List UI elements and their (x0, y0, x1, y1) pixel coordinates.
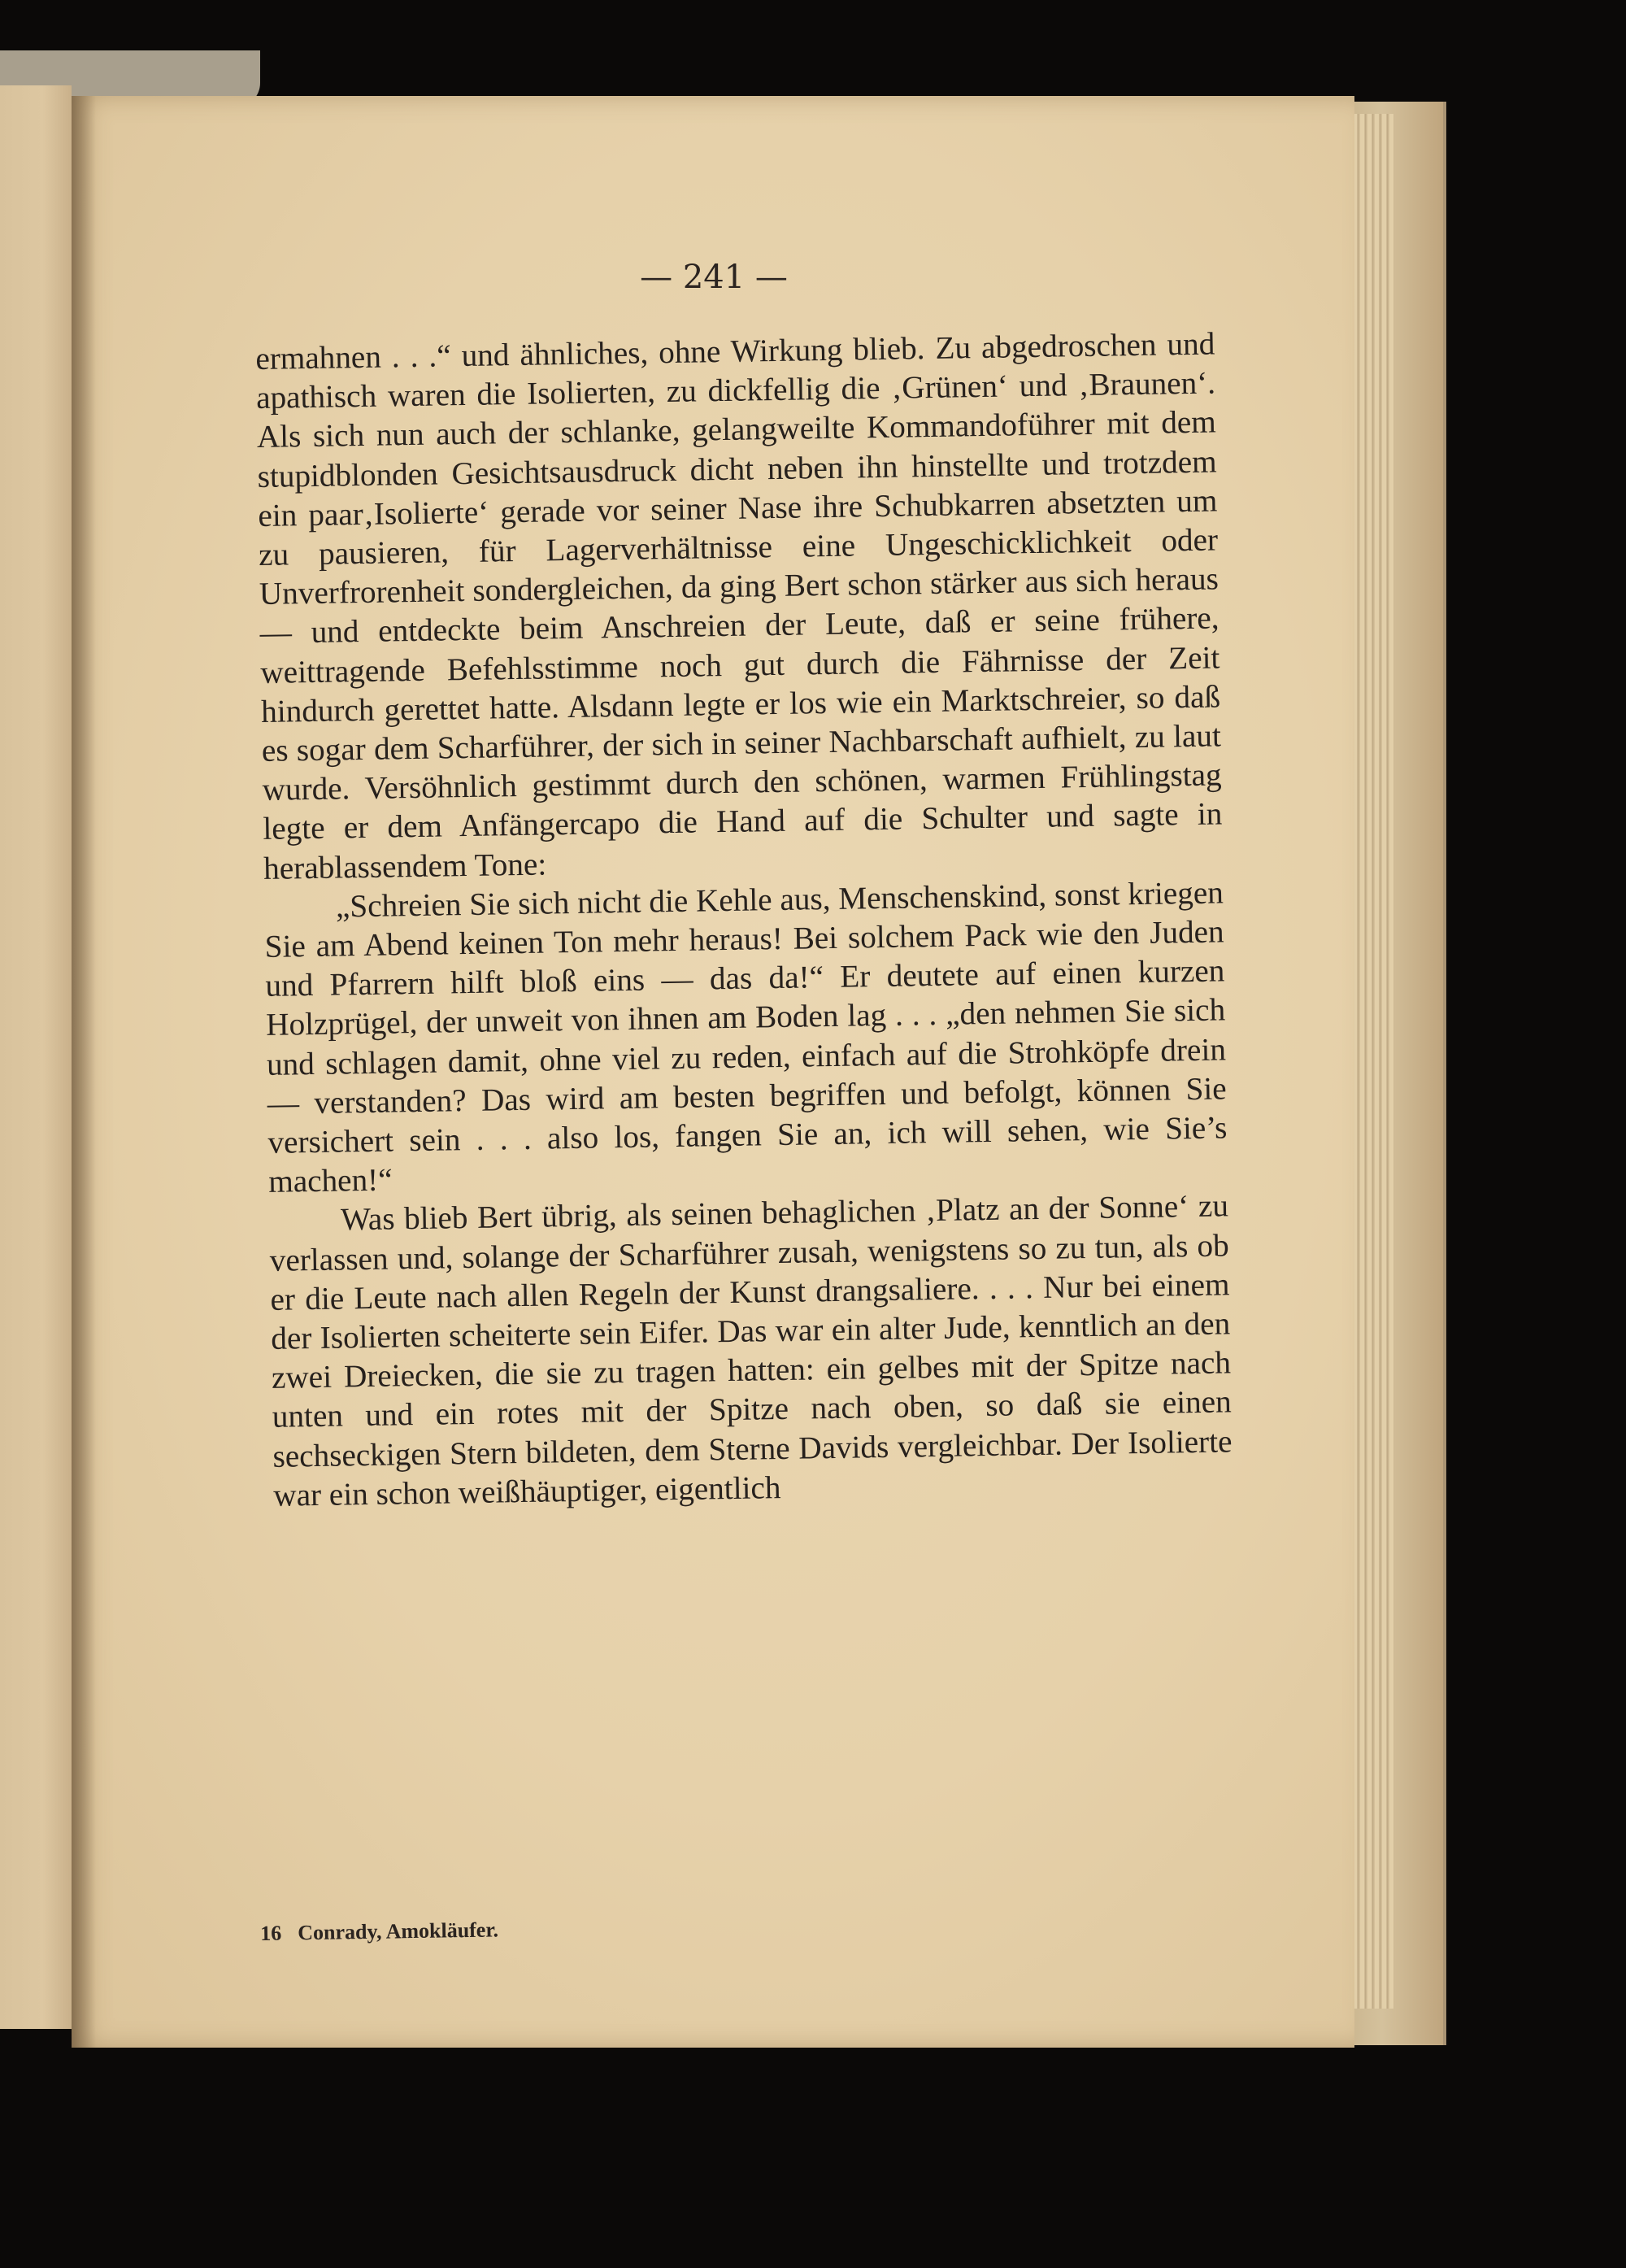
paragraph-2: „Schreien Sie sich nicht die Kehle aus, Menschenskind, sonst kriegen Sie am Abend keinen Ton mehr heraus! Bei solchem Pack wie den Juden und Pfarrern hilft bloß eins — das da!“ Er deutete auf einen kurzen Holzprügel, der unweit von ihnen am Boden lag . . . „den nehmen Sie sich und schlagen damit, ohne viel zu reden, einfach auf die Strohköpfe drein — verstanden? Das wird am besten begriffen und befolgt, können Sie versichert sein . . . also los, fangen Sie an, ich will sehen, wie Sie’s machen!“ (264, 875, 1228, 1200)
body-text (255, 324, 1233, 1515)
left-facing-page (0, 85, 72, 2029)
imprint-line: Conrady, Amokläufer. (297, 1918, 499, 1945)
page-gutter-shadow (72, 96, 96, 2048)
page-number: — 241 — (640, 259, 788, 296)
paragraph-3: Was blieb Bert übrig, als seinen behaglichen ‚Platz an der Sonne‘ zu verlassen und, solange der Scharführer zusah, wenigstens so zu tun, als ob er die Leute nach allen Regeln der Kunst drangsaliere. . . . Nur bei einem der Isolierten scheiterte sein Eifer. Das war ein alter Jude, kenntlich an den zwei Dreiecken, die sie zu tragen hatten: ein gelbes mit der Spitze nach unten und ein rotes mit der Spitze nach oben, so daß sie einen sechseckigen Stern bildeten, dem Sterne Davids vergleichbar. Der Isolierte war ein schon weißhäuptiger, eigentlich (269, 1188, 1233, 1513)
book-page (72, 96, 1354, 2048)
signature-mark: 16 (260, 1921, 282, 1945)
paragraph-1: ermahnen . . .“ und ähnliches, ohne Wirkung blieb. Zu abgedroschen und apathisch waren die Isolierten, zu dickfellig die ‚Grünen‘ und ‚Braunen‘. Als sich nun auch der schlanke, gelangweilte Kommandoführer mit dem stupidblonden Gesichtsausdruck dicht neben ihn hinstellte und trotzdem ein paar‚Isolierte‘ gerade vor seiner Nase ihre Schubkarren absetzten um zu pausieren, für Lagerverhältnisse eine Ungeschicklichkeit oder Unverfrorenheit sondergleichen, da ging Bert schon stärker aus sich heraus — und entdeckte beim Anschreien der Leute, daß er seine frühere, weittragende Befehlsstimme noch gut durch die Fährnisse der Zeit hindurch gerettet hatte. Alsdann legte er los wie ein Marktschreier, so daß es sogar dem Scharführer, der sich in seiner Nachbarschaft aufhielt, zu laut wurde. Versöhnlich gestimmt durch den schönen, warmen Frühlingstag legte er dem Anfängercapo die Hand auf die Schulter und sagte in herablassendem Tone: (255, 326, 1223, 886)
page-footer (260, 1918, 498, 1946)
